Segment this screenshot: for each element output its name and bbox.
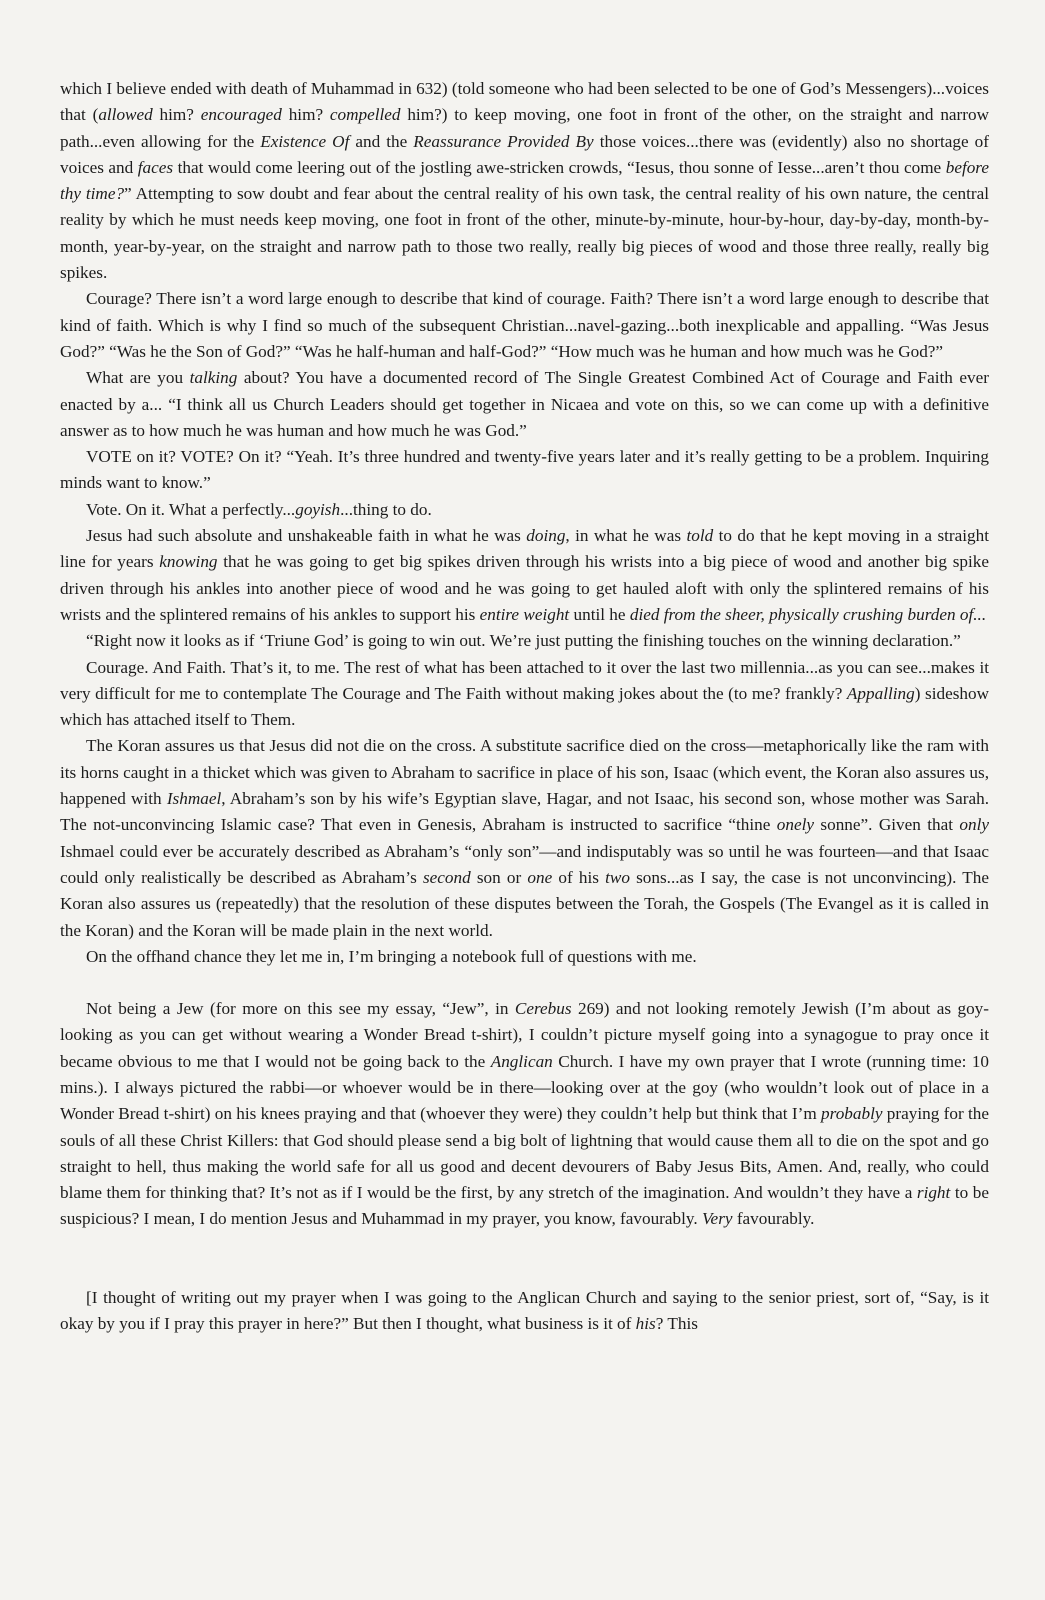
- italic-run: died from the sheer, physically crushing burden of...: [629, 604, 987, 624]
- text-run: to be suspicious? I mean, I do mention Jesus and Muhammad in my prayer, you know, favourably.: [60, 1183, 989, 1229]
- text-run: 269) and not looking remotely Jewish (I’m about as goy-looking as you can get without wearing a Wonder Bread t-shirt), I couldn’t picture myself going into a synagogue to pray once it became obvious to me that I would not be going back to the: [60, 999, 989, 1071]
- italic-run: before thy time?: [60, 157, 989, 204]
- italic-run: Appalling: [846, 683, 915, 703]
- italic-run: two: [605, 867, 630, 887]
- body-paragraph: [60, 944, 989, 970]
- text-run: of his: [552, 867, 606, 887]
- body-paragraph: [60, 655, 989, 734]
- text-run: about? You have a documented record of The Single Greatest Combined Act of Courage and Faith ever enacted by a... “I think all us Church Leaders should get together in Nicaea and vote on this, so we can come up with a definitive answer as to how much he was human and how much he was God.”: [60, 368, 989, 440]
- text-run: until he: [569, 604, 630, 624]
- text-run: sons...as I say, the case is not unconvincing). The Koran also assures us (repeatedly) that the resolution of these disputes between the Torah, the Gospels (The Evangel as it is called in the Koran) and the Koran will be made plain in the next world.: [60, 867, 989, 940]
- italic-run: faces: [137, 157, 174, 177]
- text-run: praying for the souls of all these Christ Killers: that God should please send a big bolt of lightning that would cause them all to die on the spot and go straight to hell, thus making the world safe for all us good and decent devourers of Baby Jesus Bits, Amen. And, really, who could blame them for thinking that? It’s not as if I would be the first, by any stretch of the imagination. And wouldn’t they have a: [60, 1104, 989, 1203]
- italic-run: Existence Of: [260, 131, 350, 151]
- italic-run: encouraged: [200, 105, 282, 125]
- text-run: him?: [152, 105, 201, 125]
- italic-run: one: [527, 867, 553, 887]
- body-paragraph: [60, 286, 989, 365]
- italic-run: talking: [189, 368, 238, 388]
- text-run: VOTE on it? VOTE? On it? “Yeah. It’s three hundred and twenty-five years later and it’s really getting to be a problem. Inquiring minds want to know.”: [60, 447, 989, 493]
- text-run: him?: [281, 105, 330, 125]
- text-run: Not being a Jew (for more on this see my essay, “Jew”, in: [86, 999, 515, 1019]
- italic-run: knowing: [159, 552, 218, 572]
- italic-run: second: [422, 867, 471, 887]
- text-run: , Abraham’s son by his wife’s Egyptian slave, Hagar, and not Isaac, his second son, whose mother was Sarah. The not-unconvincing Islamic case? That even in Genesis, Abraham is instructed to sacrifice “thine: [60, 789, 989, 835]
- text-run: and the: [349, 131, 414, 151]
- text-run: Ishmael could ever be accurately described as Abraham’s “only son”—and indisputably was so until he was fourteen—and that Isaac could only realistically be described as Abraham’s: [60, 841, 989, 887]
- italic-run: Anglican: [490, 1051, 553, 1071]
- italic-run: Cerebus: [514, 999, 572, 1019]
- text-run: ” Attempting to sow doubt and fear about the central reality of his own task, the central reality of his own nature, the central reality by which he must needs keep moving, one foot in front of the other, minute-by-minute, hour-by-hour, day-by-day, month-by-month, year-by-year, on the straight and narrow path to those two really, really big pieces of wood and those three really, really big spikes.: [60, 184, 989, 283]
- italic-run: onely: [776, 815, 815, 835]
- italic-run: Very: [701, 1209, 733, 1229]
- italic-run: Reassurance Provided By: [413, 131, 594, 151]
- text-run: ...thing to do.: [340, 499, 432, 519]
- body-paragraph: [60, 365, 989, 444]
- text-run: Jesus had such absolute and unshakeable faith in what he was: [86, 526, 527, 546]
- text-run: favourably.: [732, 1209, 815, 1229]
- body-paragraph: [60, 523, 989, 628]
- italic-run: compelled: [329, 105, 401, 125]
- body-paragraph: [60, 628, 989, 654]
- text-run: [I thought of writing out my prayer when I was going to the Anglican Church and saying to the senior priest, sort of, “Say, is it okay by you if I pray this prayer in here?” But then I thought, what business is it of: [60, 1287, 989, 1334]
- text-run: to do that he kept moving in a straight line for years: [60, 526, 990, 572]
- text-run: What are you: [86, 368, 190, 388]
- body-paragraph: [60, 996, 989, 1233]
- text-run: sonne”. Given that: [814, 815, 960, 835]
- body-paragraph: [60, 76, 989, 286]
- text-run: Courage? There isn’t a word large enough to describe that kind of courage. Faith? There isn’t a word large enough to describe that kind of faith. Which is why I find so much of the subsequent Christian...navel-gazing...both inexplicable and appalling. “Was Jesus God?” “Was he the Son of God?” “Was he half-human and half-God?” “How much was he human and how much was he God?”: [60, 289, 989, 361]
- text-run: The Koran assures us that Jesus did not die on the cross. A substitute sacrifice died on the cross—metaphorically like the ram with its horns caught in a thicket which was given to Abraham to sacrifice in place of his son, Isaac (which event, the Koran also assures us, happened with: [60, 736, 989, 809]
- italic-run: allowed: [98, 105, 153, 125]
- text-run: those voices...there was (evidently) also no shortage of voices and: [60, 131, 989, 177]
- body-paragraph: [60, 444, 989, 497]
- text-run: Courage. And Faith. That’s it, to me. The rest of what has been attached to it over the last two millennia...as you can see...makes it very difficult for me to contemplate The Courage and The Faith without making jokes about the (to me? frankly?: [60, 657, 989, 703]
- italic-run: Ishmael: [166, 789, 222, 809]
- text-run: which I believe ended with death of Muhammad in 632) (told someone who had been selected to be one of God’s Messengers)...voices that (: [60, 79, 989, 125]
- italic-run: goyish: [295, 499, 341, 519]
- text-run: Vote. On it. What a perfectly...: [86, 499, 296, 519]
- text-run: “Right now it looks as if ‘Triune God’ is going to win out. We’re just putting the finishing touches on the winning declaration.”: [86, 631, 961, 651]
- italic-run: right: [916, 1183, 951, 1203]
- text-run: Church. I have my own prayer that I wrote (running time: 10 mins.). I always pictured the rabbi—or whoever would be in there—looking over at the goy (who wouldn’t look out of place in a Wonder Bread t-shirt) on his knees praying and that (whoever they were) they couldn’t help but think that I’m: [60, 1051, 990, 1124]
- text-run: that he was going to get big spikes driven through his wrists into a big piece of wood and another big spike driven through his ankles into another piece of wood and he was going to get hauled aloft with only the splintered remains of his wrists and the splintered remains of his ankles to support his: [60, 552, 989, 624]
- italic-run: entire weight: [479, 604, 570, 624]
- text-run: On the offhand chance they let me in, I’m bringing a notebook full of questions with me.: [86, 946, 697, 966]
- body-paragraph: [60, 1285, 989, 1338]
- text-run: son or: [470, 867, 528, 887]
- text-run: ) sideshow which has attached itself to Them.: [60, 683, 990, 730]
- italic-run: doing: [526, 526, 566, 546]
- text-run: , in what he was: [565, 526, 687, 546]
- text-run: him?) to keep moving, one foot in front of the other, on the straight and narrow path...even allowing for the: [60, 105, 989, 151]
- body-paragraph: [60, 497, 989, 523]
- italic-run: probably: [821, 1104, 883, 1124]
- italic-run: told: [686, 526, 714, 546]
- text-run: that would come leering out of the jostling awe-stricken crowds, “Iesus, thou sonne of Iesse...aren’t thou come: [173, 157, 946, 177]
- italic-run: his: [635, 1314, 656, 1334]
- italic-run: only: [959, 815, 989, 835]
- body-paragraph: [60, 733, 989, 943]
- text-run: ? This: [655, 1314, 698, 1334]
